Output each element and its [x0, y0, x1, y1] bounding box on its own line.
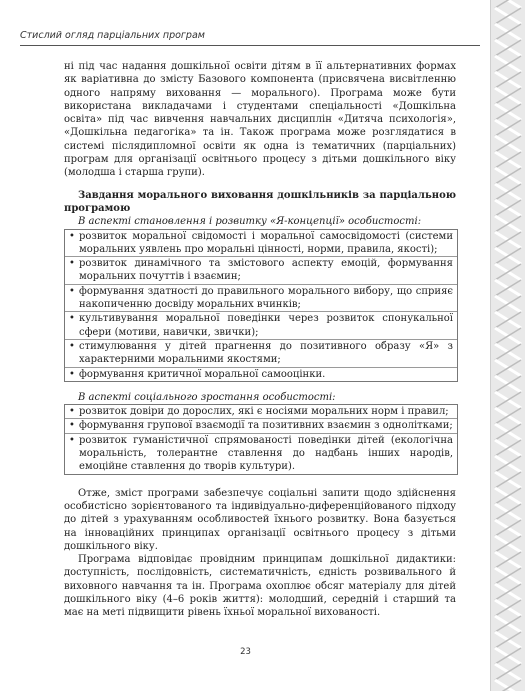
principles-paragraph: Програма відповідає провідним принципам дошкільної дидактики: доступність, послідовність, систематичність, єдність розвивального й виховного навчання та ін. Програма охоплює обсяг матеріалу для дітей дошкільного віку (4–6 років життя): молодший, середній і старший та має на меті підвищити рівень їхньої моральної вихованості.	[64, 554, 456, 619]
list-item: • формування критичної моральної самооцінки.	[65, 368, 457, 381]
aspect-2-title: В аспекті соціального зростання особистості:	[78, 391, 336, 403]
summary-paragraph: Отже, зміст програми забезпечує соціальні запити щодо здійснення особистісно зорієнтованого та індивідуально-диференційованого підходу до дітей з урахуванням особливостей їхнього розвитку. Вона базується на інноваційних принципах організації освітнього процесу з дітьми дошкільного віку.	[64, 487, 456, 552]
page-body	[64, 60, 456, 620]
section-heading: Завдання морального виховання дошкільників за парціальною програмою	[64, 189, 456, 214]
header-rule	[20, 45, 480, 46]
ornament-pattern	[491, 0, 525, 691]
page-number: 23	[240, 647, 251, 657]
list-item: • формування групової взаємодії та позитивних взаємин з однолітками;	[65, 419, 457, 433]
running-header	[20, 30, 480, 54]
list-item: • розвиток моральної свідомості і моральної самосвідомості (системи моральних уявлень про моральні цінності, норми, правила, якості);	[65, 230, 457, 258]
running-header-title: Стислий огляд парціальних програм	[20, 30, 205, 41]
list-item: • розвиток довіри до дорослих, які є носіями моральних норм і правил;	[65, 405, 457, 419]
list-item: • розвиток гуманістичної спрямованості поведінки дітей (екологічна моральність, толерантне ставлення до надбань інших народів, емоційне ставлення до творів культури).	[65, 434, 457, 474]
spacer	[64, 475, 456, 487]
aspect-2-list	[64, 404, 458, 474]
list-item: • стимулювання у дітей прагнення до позитивного образу «Я» з характерними моральними якостями;	[65, 340, 457, 368]
aspect-1-title: В аспекті становлення і розвитку «Я-концепції» особистості:	[78, 216, 422, 228]
list-item: • формування здатності до правильного морального вибору, що сприяє накопиченню досвіду моральних вчинків;	[65, 285, 457, 313]
list-item: • культивування моральної поведінки через розвиток спонукальної сфери (мотиви, навички, звички);	[65, 312, 457, 340]
aspect-1-list	[64, 229, 458, 382]
decorative-border	[490, 0, 525, 691]
list-item: • розвиток динамічного та змістового аспекту емоцій, формування моральних почуттів і взаємин;	[65, 257, 457, 285]
intro-paragraph: ні під час надання дошкільної освіти дітям в її альтернативних формах як варіативна до змісту Базового компонента (присвячена висвітленню одного напряму виховання — морального). Програма може бути використана викладачами і студентами спеціальності «Дошкільна освіта» під час вивчення навчальних дисциплін «Дитяча психологія», «Дошкільна педагогіка» та ін. Також програма може розглядатися в системі післядипломної освіти як одна із тематичних (парціальних) програм для організації освітнього процесу з дітьми дошкільного віку (молодша і старша групи).	[64, 61, 456, 179]
